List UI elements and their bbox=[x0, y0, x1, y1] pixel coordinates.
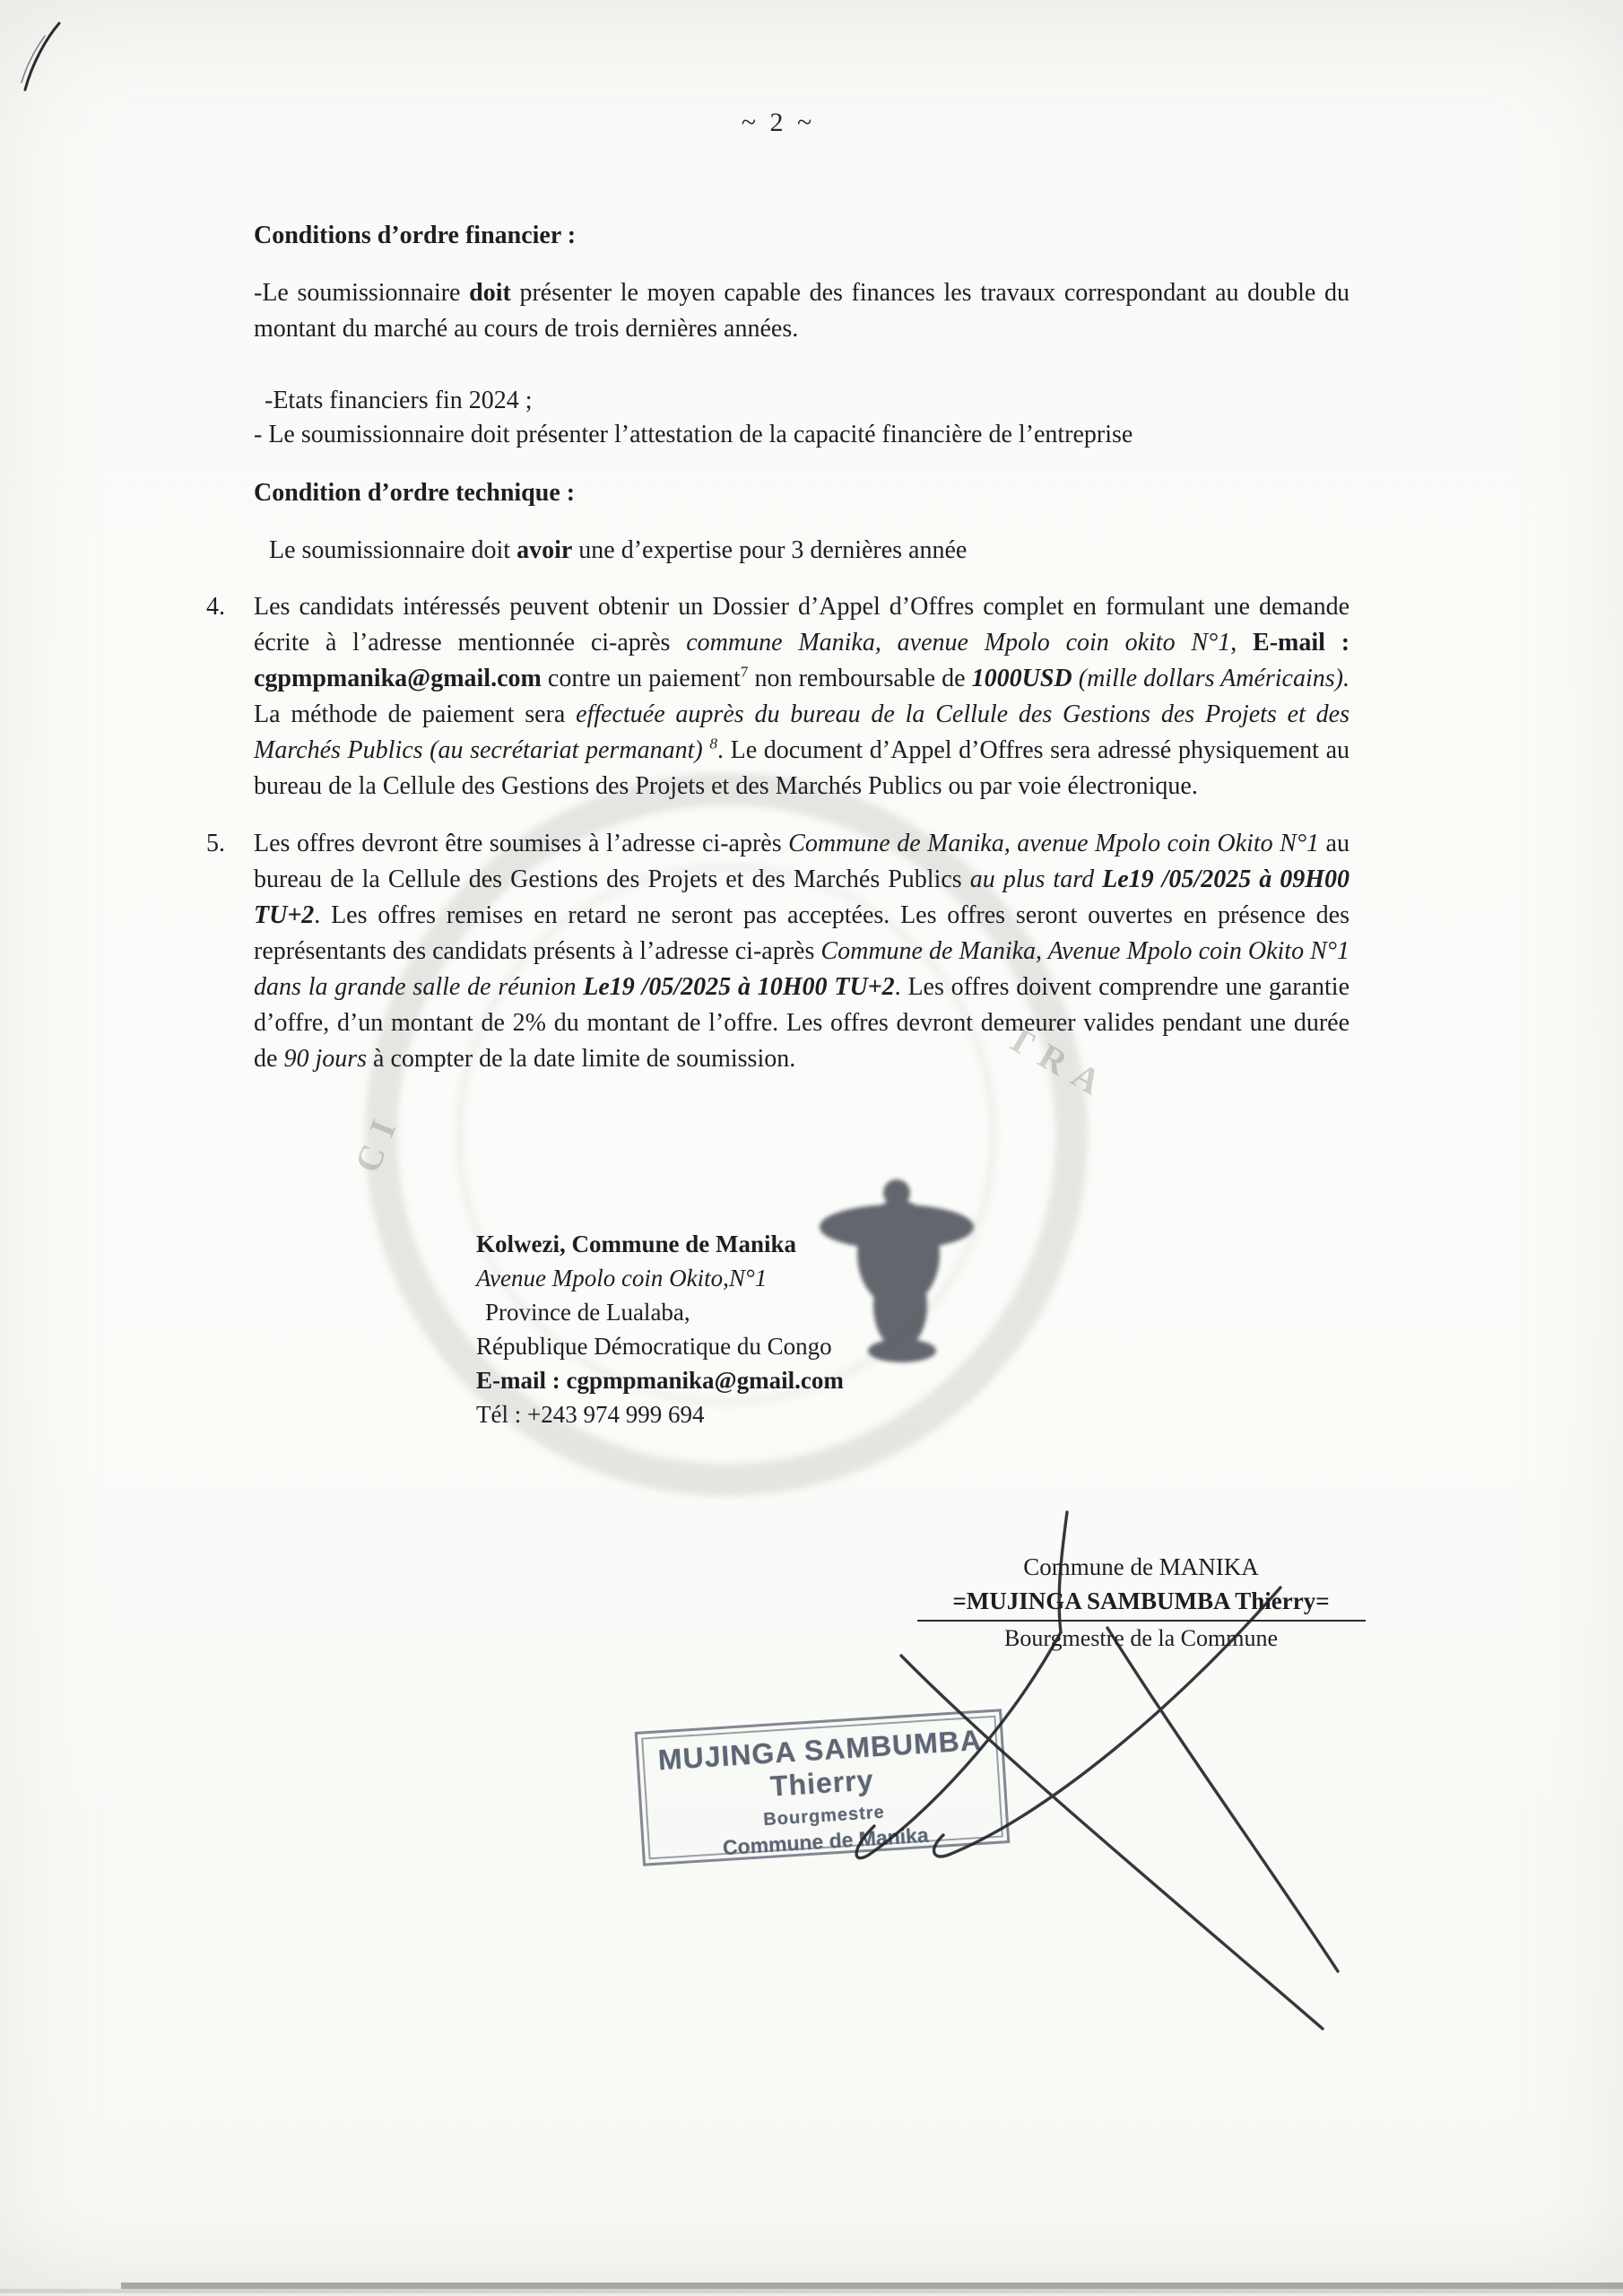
stamp-role-line: Bourgmestre bbox=[762, 1802, 886, 1831]
text-run: à compter de la date limite de soumission. bbox=[367, 1045, 796, 1073]
list-item-5-number: 5. bbox=[206, 830, 225, 857]
text-run: Les offres devront être soumises à l’adresse ci-après bbox=[254, 830, 789, 857]
text-run-italic: Commune de Manika, Avenue Mpolo coin Okito N°1 bbox=[820, 937, 1350, 965]
official-stamp bbox=[635, 1709, 1011, 1866]
text-run-italic: commune Manika, avenue Mpolo coin okito N°1 bbox=[686, 629, 1231, 657]
list-item-5 bbox=[206, 826, 1350, 1077]
text-run: . Le document d’Appel d’Offres sera adressé physiquement au bureau de la Cellule des Gestions des Projets et des Marchés Publics ou par voie électronique. bbox=[254, 736, 1350, 800]
footnote-ref-7: 7 bbox=[740, 663, 749, 681]
numbered-list bbox=[206, 589, 1350, 1077]
address-province-line: Province de Lualaba, bbox=[485, 1299, 690, 1326]
text-run-italic: au plus tard bbox=[969, 865, 1103, 893]
address-block bbox=[476, 1227, 844, 1431]
text-run: . Les offres remises en retard ne seront pas acceptées. Les offres seront ouvertes en présence des représentants des candidats présents à l’adresse ci-après bbox=[254, 901, 1350, 965]
page-number: ~ 2 ~ bbox=[741, 108, 816, 137]
stamp-name-line: MUJINGA SAMBUMBA Thierry bbox=[656, 1723, 983, 1803]
text-run-bold: avoir bbox=[516, 536, 573, 564]
signatory-name: =MUJINGA SAMBUMBA Thierry= bbox=[917, 1584, 1366, 1622]
footnote-ref-8: 8 bbox=[709, 735, 717, 752]
text-run-italic: (mille dollars Américains). bbox=[1072, 665, 1350, 692]
text-run: Le soumissionnaire doit bbox=[269, 536, 517, 564]
heading-technical-condition: Condition d’ordre technique : bbox=[254, 479, 576, 507]
heading-financial-conditions: Conditions d’ordre financier : bbox=[254, 222, 577, 249]
address-city-line: Kolwezi, Commune de Manika bbox=[476, 1231, 796, 1257]
scan-bottom-edge bbox=[121, 2283, 1623, 2289]
text-run: . Les offres doivent comprendre une garantie d’offre, d’un montant de 2% du montant de l’offre. Les offres devront demeurer valides pendant une durée de bbox=[254, 973, 1350, 1073]
para-financial bbox=[254, 275, 1350, 347]
text-run: La méthode de paiement sera bbox=[254, 700, 577, 728]
scan-bottom-shadow bbox=[0, 2289, 1623, 2293]
text-run-italic: dans la grande salle de réunion bbox=[254, 973, 584, 1001]
validity-duration: 90 jours bbox=[283, 1045, 368, 1073]
signatory-commune: Commune de MANIKA bbox=[1023, 1553, 1259, 1580]
corner-pen-mark bbox=[22, 23, 59, 90]
text-run: , bbox=[1230, 629, 1254, 657]
seal-text-right: TRA bbox=[1000, 1016, 1119, 1109]
address-country-line: République Démocratique du Congo bbox=[476, 1333, 832, 1360]
line-etats-financiers: -Etats financiers fin 2024 ; bbox=[265, 387, 533, 414]
text-run: présenter le moyen capable des finances les travaux correspondant au double du montant du marché au cours de trois dernières années. bbox=[254, 279, 1350, 343]
address-phone-line: Tél : +243 974 999 694 bbox=[476, 1401, 705, 1428]
signatory-block bbox=[897, 1550, 1385, 1656]
text-run: au bureau de la Cellule des Gestions des Projets et des Marchés Publics bbox=[254, 830, 1350, 893]
address-email-line: E-mail : cgpmpmanika@gmail.com bbox=[476, 1367, 844, 1394]
list-item-4 bbox=[206, 589, 1350, 804]
stamp-commune-line: Commune de Manika bbox=[722, 1822, 930, 1860]
text-run-bold-italic: 1000USD bbox=[971, 665, 1072, 692]
text-run: Les candidats intéressés peuvent obtenir un Dossier d’Appel d’Offres complet en formulant une demande écrite à l’adresse mentionnée ci-après bbox=[254, 593, 1350, 657]
text-run: -Le soumissionnaire bbox=[254, 279, 470, 307]
para-technical bbox=[269, 533, 1350, 569]
list-item-5-text bbox=[254, 826, 1350, 1077]
text-run-italic: Commune de Manika, avenue Mpolo coin Okito N°1 bbox=[788, 830, 1320, 857]
deadline-date: Le19 /05/2025 à 09H00 TU+2 bbox=[254, 865, 1350, 929]
text-run-italic: effectuée auprès du bureau de la Cellule des Gestions des Projets et des Marchés Publics (au secrétariat permanant) bbox=[254, 700, 1350, 764]
seal-text-left: CI bbox=[346, 1102, 409, 1178]
text-run: non remboursable de bbox=[748, 665, 972, 692]
address-street-line: Avenue Mpolo coin Okito,N°1 bbox=[476, 1265, 768, 1292]
text-run-bold: doit bbox=[469, 279, 511, 307]
email-text: E-mail : cgpmpmanika@gmail.com bbox=[254, 629, 1350, 692]
line-attestation: - Le soumissionnaire doit présenter l’attestation de la capacité financière de l’entreprise bbox=[254, 421, 1133, 448]
signatory-title: Bourgmestre de la Commune bbox=[1004, 1625, 1278, 1651]
opening-date: Le19 /05/2025 à 10H00 TU+2 bbox=[583, 973, 895, 1001]
list-item-4-text bbox=[254, 589, 1350, 804]
text-run: contre un paiement bbox=[541, 665, 741, 692]
list-item-4-number: 4. bbox=[206, 593, 225, 621]
text-run: une d’expertise pour 3 dernières année bbox=[572, 536, 968, 564]
document-body bbox=[206, 218, 1350, 1077]
